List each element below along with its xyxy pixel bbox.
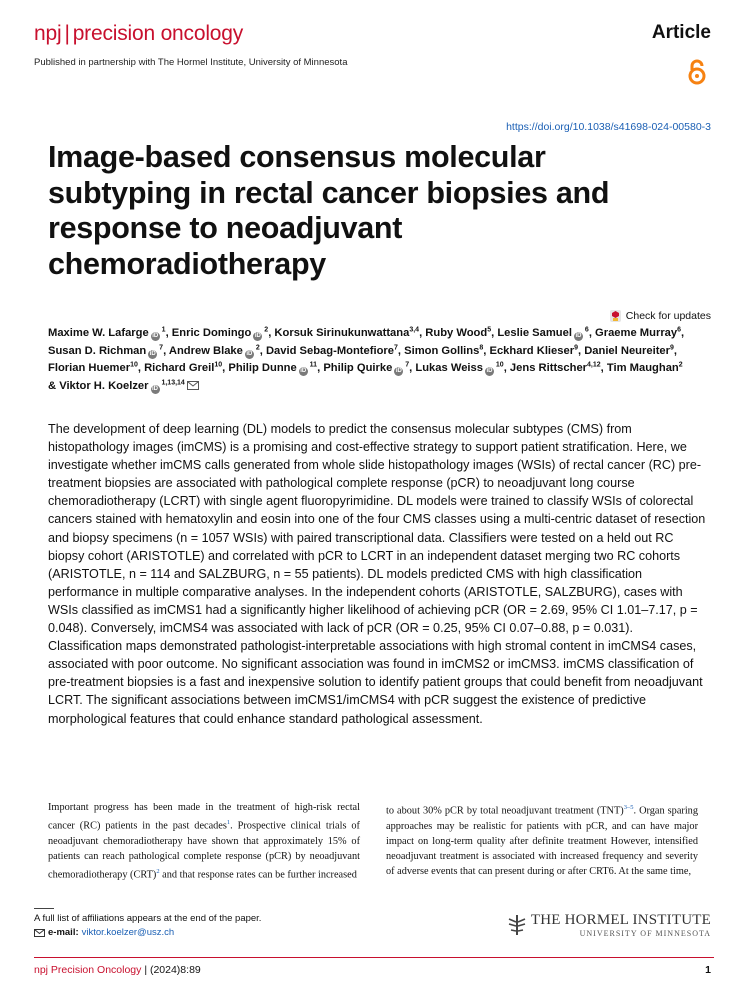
journal-npj: npj (34, 22, 62, 45)
affiliation-superscript: 7 (403, 361, 410, 369)
affiliation-superscript: 1 (159, 326, 166, 334)
affiliation-superscript: 7 (394, 343, 398, 351)
orcid-icon[interactable]: iD (395, 368, 402, 375)
affiliation-superscript: 6 (582, 326, 589, 334)
reference-citation[interactable]: 3–5 (623, 804, 634, 811)
open-access-icon (687, 58, 707, 86)
author-name: Richard Greil$^{10}$ (144, 361, 223, 375)
article-type-label: Article (651, 22, 711, 43)
author-name: Daniel Neureiter$^9$ (584, 343, 674, 357)
orcid-icon[interactable]: iD (149, 350, 156, 357)
article-title: Image-based consensus molecular subtyping in rectal cancer biopsies and response to neoadjuvant chemoradiotherapy (48, 140, 610, 281)
body-column-left: Important progress has been made in the treatment of high-risk rectal cancer (RC) patients in the past decades$^1$. Prospective clinical trials of neoadjuvant chemoradiotherapy have shown that approximately 15% of patients can reach pathological complete response (pCR) by neoadjuvant chemoradiotherapy (CRT)$^2$ and that response rates can be further increased (48, 802, 360, 881)
author-name: Maxime W. Lafarge iD $^1$ (48, 326, 166, 339)
author-name: Philip Dunne iD $^{11}$ (228, 361, 318, 375)
author-name: Jens Rittscher$^{4,12}$ (509, 361, 601, 375)
author-name: Leslie Samuel iD $^6$ (497, 326, 589, 339)
footnote-divider (34, 908, 54, 909)
affiliation-superscript: 3,4 (409, 326, 420, 334)
footer-volume: | (2024)8:89 (144, 964, 201, 976)
orcid-icon[interactable]: iD (486, 368, 493, 375)
affiliation-superscript: 1,13,14 (159, 379, 185, 387)
author-name: Andrew Blake iD $^2$ (168, 343, 260, 357)
partnership-line: Published in partnership with The Hormel Institute, University of Minnesota (34, 57, 348, 68)
abstract: The development of deep learning (DL) models to predict the consensus molecular subtypes (CMS) from histopathology images (imCMS) is a promising and cost-effective strategy to support patient stratification. Here, we investigate whether imCMS calls generated from whole slide histopathology images (WSIs) of rectal cancer (RC) pre-treatment biopsies are associated with pathological complete response (pCR) to neoadjuvant long course chemoradiotherapy (LCRT) with single agent fluoropyrimidine. DL models were trained to classify WSIs of colorectal cancers stained with hematoxylin and eosin into one of the four CMS classes using a multi-centric dataset of resection and biopsy specimens (n = 1057 WSIs) with paired transcriptional data. Classifiers were tested on a held out RC biopsy cohort (ARISTOTLE) and correlated with pCR to LCRT in an independent dataset merging two RC cohorts (ARISTOTLE, n = 114 and SALZBURG, n = 55 patients). DL models predicted CMS with high classification performance in multiple comparative analyses. In the independent cohorts (ARISTOTLE, SALZBURG), cases with WSIs classified as imCMS1 had a significantly higher likelihood of achieving pCR (OR = 2.69, 95% CI 1.01–7.17, p = 0.048). Conversely, imCMS4 was associated with lack of pCR (OR = 0.25, 95% CI 0.07–0.88, p = 0.031). Classification maps demonstrated pathologist-interpretable associations with high stromal content in imCMS4 cases, associated with poor outcome. No significant association was found in imCMS2 or imCMS3. imCMS classification of pre-treatment biopsies is a fast and inexpensive solution to identify patient groups that could benefit from neoadjuvant LCRT. The significant associations between imCMS1/imCMS4 with pCR suggest the existence of predictive morphological features that could enhance standard pathological assessment. (48, 422, 706, 726)
orcid-icon[interactable]: iD (575, 333, 582, 339)
footer-citation (34, 964, 201, 976)
affiliation-superscript: 5 (487, 326, 492, 334)
affiliation-superscript: 8 (479, 343, 484, 351)
email-label: e-mail: (48, 927, 79, 938)
author-name: Simon Gollins$^8$ (404, 343, 484, 357)
author-list: Maxime W. Lafarge iD $^1$, Enric Domingo iD $^2$, Korsuk Sirinukunwattana$^{3,4}$, Ruby Wood$^5$, Leslie Samuel iD $^6$, Graeme Murray$^6$, Susan D. Richman iD $^7$, Andrew Blake iD $^2$, David Sebag-Montefiore$^7$, Simon Gollins$^8$, Eckhard Klieser$^9$, Daniel Neureiter$^9$, Florian Huemer$^{10}$, Richard Greil$^{10}$, Philip Dunne iD $^{11}$, Philip Quirke iD $^7$, Lukas Weiss iD $^{10}$, Jens Rittscher$^{4,12}$, Tim Maughan$^2$ & Viktor H. Koelzer iD $^{1,13,14}$ (48, 326, 685, 393)
orcid-icon[interactable]: iD (300, 368, 307, 375)
author-name: Susan D. Richman iD $^7$ (48, 343, 164, 357)
check-updates-label: Check for updates (625, 310, 711, 322)
email-link[interactable]: viktor.koelzer@usz.ch (81, 927, 175, 938)
author-name: David Sebag-Montefiore$^7$ (265, 343, 398, 357)
affiliation-superscript: 4,12 (587, 361, 601, 369)
affiliation-superscript: 9 (574, 343, 578, 351)
check-for-updates-button[interactable] (610, 310, 711, 322)
mail-icon[interactable] (187, 381, 199, 390)
author-name: Viktor H. Koelzer iD $^{1,13,14}$ (59, 380, 199, 392)
author-name: Ruby Wood$^5$ (425, 326, 492, 339)
affiliation-superscript: 2 (262, 326, 269, 334)
journal-name: precision oncology (72, 22, 244, 45)
journal-separator: | (64, 22, 70, 45)
author-name: Enric Domingo iD $^2$ (171, 326, 269, 339)
check-updates-icon (610, 310, 621, 322)
author-name: Eckhard Klieser$^9$ (489, 343, 578, 357)
footer-divider (34, 957, 714, 958)
mail-icon (34, 929, 45, 937)
affiliation-superscript: 6 (677, 326, 682, 334)
affiliation-superscript: 11 (307, 361, 318, 369)
affiliation-superscript: 7 (157, 343, 164, 351)
correspondence-email (34, 927, 174, 938)
affiliation-superscript: 10 (130, 361, 138, 369)
orcid-icon[interactable]: iD (152, 333, 159, 339)
author-name: Lukas Weiss iD $^{10}$ (415, 361, 504, 375)
author-name: Florian Huemer$^{10}$ (48, 361, 138, 375)
orcid-icon[interactable]: iD (152, 386, 159, 393)
author-name: Tim Maughan$^2$ (606, 361, 683, 375)
author-name: Philip Quirke iD $^7$ (323, 361, 410, 375)
journal-title[interactable] (34, 22, 243, 46)
affiliation-superscript: 10 (493, 361, 504, 369)
footer-journal-name: npj Precision Oncology (34, 964, 142, 976)
hormel-institute-logo (507, 912, 711, 938)
affiliation-superscript: 2 (678, 361, 683, 369)
affiliations-note: A full list of affiliations appears at the end of the paper. (34, 913, 262, 924)
body-column-right: to about 30% pCR by total neoadjuvant treatment (TNT)$^{3-5}$. Organ sparing approaches may be realistic for patients with pCR, and can have major impact on long-term quality after definite treatment However, intensified neoadjuvant treatment is associated with increased frequency and severity of adverse events that can present during or after CRT6. At the same time, (386, 804, 698, 878)
affiliation-superscript: 2 (253, 343, 260, 351)
page-number: 1 (705, 964, 711, 976)
hormel-name: THE HORMEL INSTITUTE (530, 912, 711, 928)
author-name: Korsuk Sirinukunwattana$^{3,4}$ (274, 326, 420, 339)
hormel-emblem-icon (507, 913, 527, 937)
affiliation-superscript: 10 (214, 361, 223, 369)
affiliation-superscript: 9 (670, 343, 674, 351)
reference-citation[interactable]: 1 (226, 819, 231, 827)
hormel-university: UNIVERSITY OF MINNESOTA (579, 929, 711, 938)
doi-link[interactable]: https://doi.org/10.1038/s41698-024-00580-3 (506, 121, 711, 133)
author-name: Graeme Murray$^6$ (595, 326, 682, 339)
orcid-icon[interactable]: iD (254, 333, 261, 339)
reference-citation[interactable]: 2 (156, 868, 160, 876)
orcid-icon[interactable]: iD (246, 350, 253, 357)
